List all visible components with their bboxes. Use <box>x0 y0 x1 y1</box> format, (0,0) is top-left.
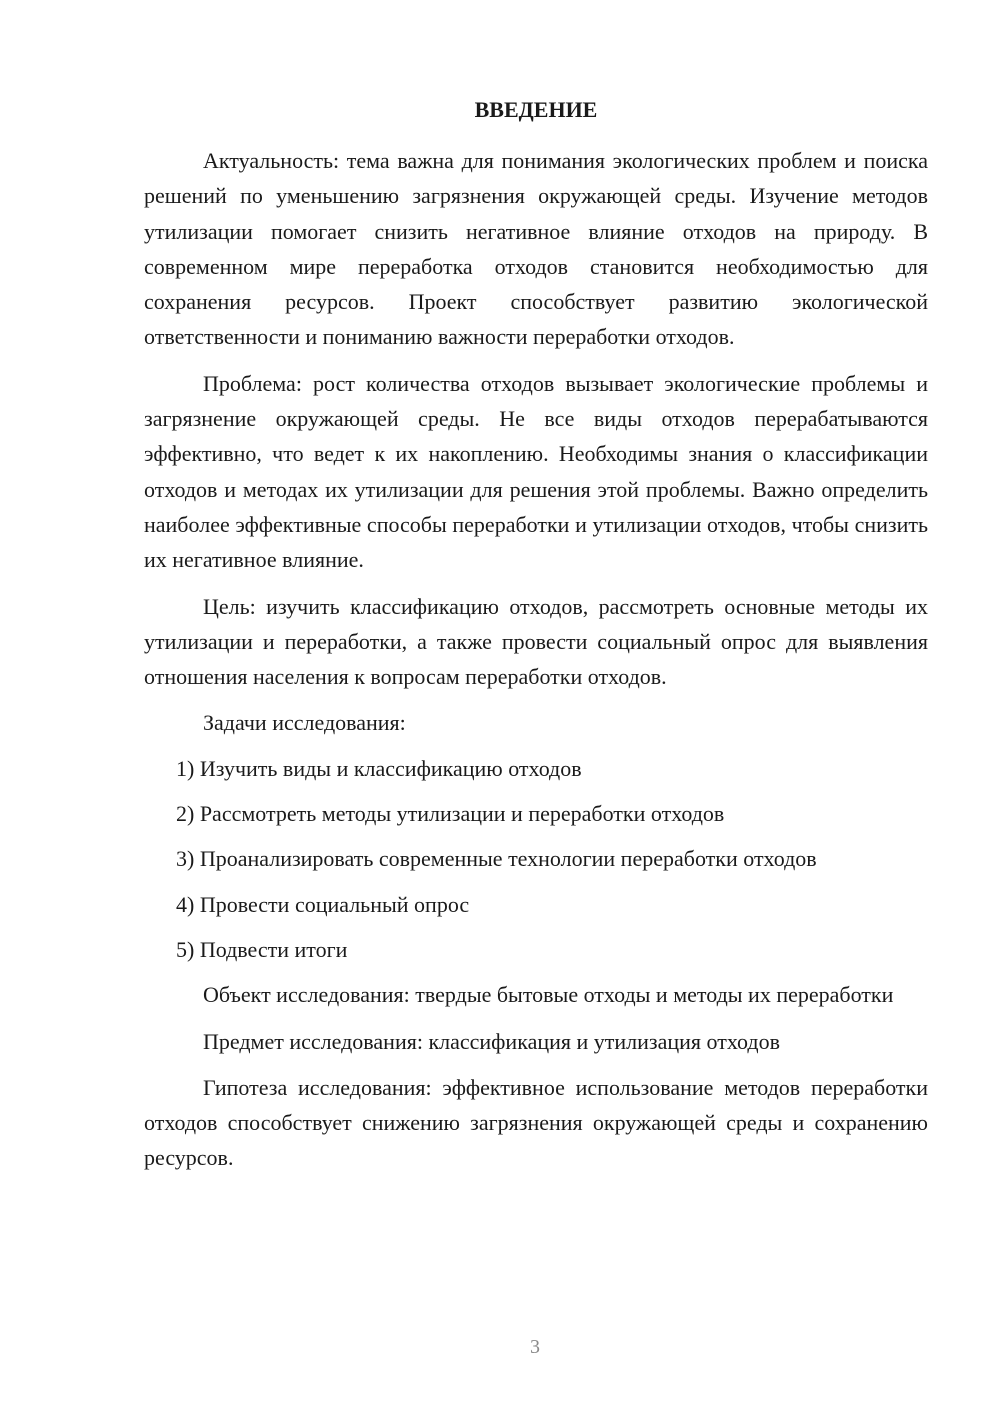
tasks-list <box>144 751 928 967</box>
tasks-heading: Задачи исследования: <box>203 710 406 736</box>
page-content <box>144 95 928 1187</box>
subject-paragraph: Предмет исследования: классификация и утилизация отходов <box>203 1028 780 1054</box>
page-title: ВВЕДЕНИЕ <box>474 97 598 122</box>
list-item: 4) Провести социальный опрос <box>176 891 470 917</box>
list-item: 3) Проанализировать современные технологии переработки отходов <box>176 846 817 872</box>
page-number: 3 <box>530 1336 540 1358</box>
goal-paragraph: Цель: изучить классификацию отходов, рассмотреть основные методы их утилизации и переработки, а также провести социальный опрос для выявления отношения населения к вопросам переработки отходов. <box>144 593 928 690</box>
object-paragraph: Объект исследования: твердые бытовые отходы и методы их переработки <box>203 982 894 1008</box>
list-item: 5) Подвести итоги <box>176 936 348 962</box>
problem-paragraph: Проблема: рост количества отходов вызывает экологические проблемы и загрязнение окружающей среды. Не все виды отходов перерабатываются эффективно, что ведет к их накоплению. Необходимы знания о классификации отходов и методах их утилизации для решения этой проблемы. Важно определить наиболее эффективные способы переработки и утилизации отходов, чтобы снизить их негативное влияние. <box>144 370 928 573</box>
relevance-paragraph: Актуальность: тема важна для понимания экологических проблем и поиска решений по уменьшению загрязнения окружающей среды. Изучение методов утилизации помогает снизить негативное влияние отходов на природу. В современном мире переработка отходов становится необходимостью для сохранения ресурсов. Проект способствует развитию экологической ответственности и пониманию важности переработки отходов. <box>144 148 928 350</box>
hypothesis-paragraph: Гипотеза исследования: эффективное использование методов переработки отходов способствует снижению загрязнения окружающей среды и сохранению ресурсов. <box>144 1074 928 1171</box>
list-item: 2) Рассмотреть методы утилизации и переработки отходов <box>176 801 725 827</box>
list-item: 1) Изучить виды и классификацию отходов <box>176 755 582 781</box>
